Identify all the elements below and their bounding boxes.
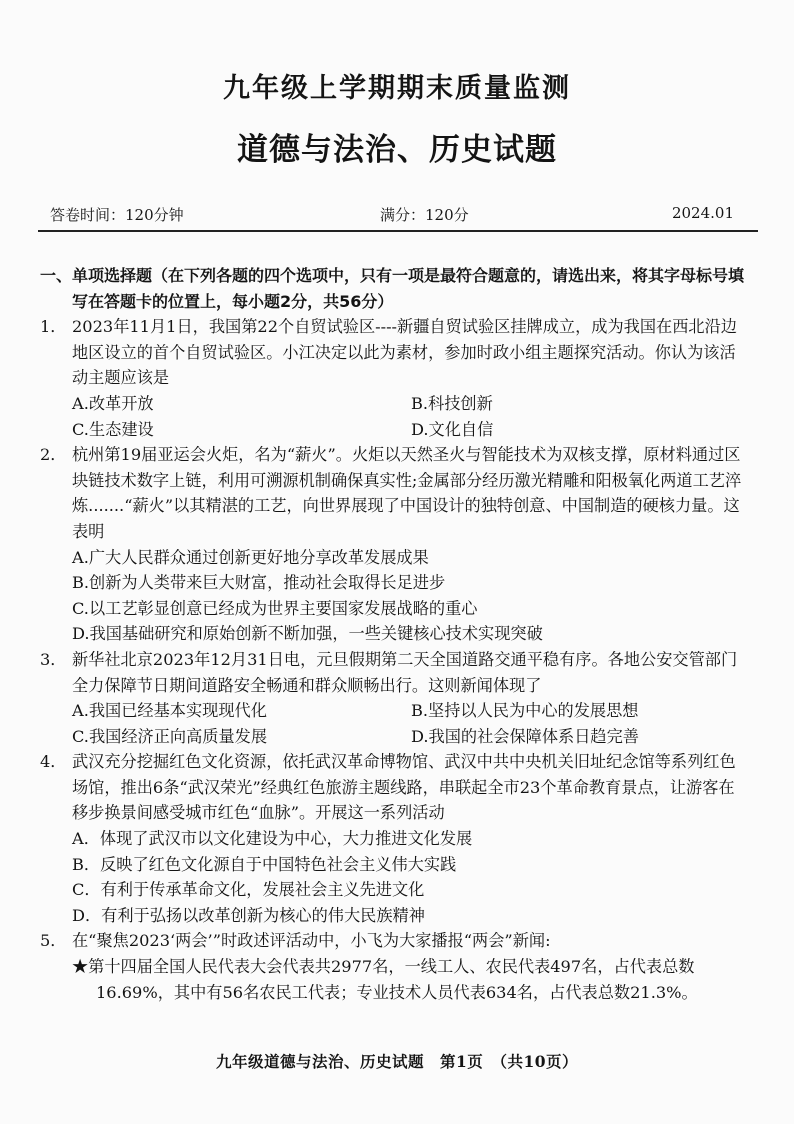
question-number: 2． (40, 445, 67, 465)
option-b: B.坚持以人民为中心的发展思想 (411, 701, 639, 721)
question-1-options (40, 391, 750, 442)
question-4-options (40, 826, 750, 928)
question-stem: 杭州第19届亚运会火炬，名为“薪火”。火炬以天然圣火与智能技术为双核支撑，原材料通过区块链技术数字上链，利用可溯源机制确保真实性;金属部分经历激光精雕和阳极氧化两道工艺淬炼.......“薪火”以其精湛的工艺，向世界展现了中国设计的独特创意、中国制造的硬核力量。这表明 (72, 445, 742, 541)
exam-title: 九年级上学期期末质量监测 (223, 73, 571, 104)
option-a: A.我国已经基本实现现代化 (72, 701, 267, 721)
option-c: C．有利于传承革命文化，发展社会主义先进文化 (72, 880, 425, 900)
option-d: D.我国的社会保障体系日趋完善 (411, 726, 639, 746)
option-c: C.我国经济正向高质量发展 (72, 726, 268, 746)
exam-meta (50, 204, 744, 228)
question-number: 4． (40, 752, 67, 772)
question-number: 1． (40, 317, 67, 337)
question-5 (40, 928, 750, 954)
exam-subtitle: 道德与法治、历史试题 (237, 132, 557, 168)
question-number: 5． (40, 931, 67, 951)
news-item: ★第十四届全国人民代表大会代表共2977名，一线工人、农民代表497名，占代表总数16.69%，其中有56名农民工代表；专业技术人员代表634名，占代表总数21.3%。 (72, 957, 698, 1002)
exam-score: 满分：120分 (380, 206, 469, 224)
option-b: B．反映了红色文化源自于中国特色社会主义伟大实践 (72, 854, 457, 874)
question-3-options (40, 698, 750, 749)
exam-content (40, 263, 750, 1005)
option-c: C.生态建设 (72, 419, 154, 439)
question-stem: 2023年11月1日，我国第22个自贸试验区----新疆自贸试验区挂牌成立，成为我国在西北沿边地区设立的首个自贸试验区。小江决定以此为素材，参加时政小组主题探究活动。你认为该活动主题应该是 (72, 317, 737, 388)
question-2 (40, 442, 750, 544)
question-number: 3． (40, 649, 67, 669)
option-d: D.我国基础研究和原始创新不断加强，一些关键核心技术实现突破 (72, 624, 543, 644)
question-2-options (40, 545, 750, 647)
exam-date: 2024.01 (671, 204, 734, 222)
option-d: D．有利于弘扬以改革创新为核心的伟大民族精神 (72, 905, 425, 925)
option-d: D.文化自信 (411, 419, 494, 439)
question-stem: 武汉充分挖掘红色文化资源，依托武汉革命博物馆、武汉中共中央机关旧址纪念馆等系列红色场馆，推出6条“武汉荣光”经典红色旅游主题线路，串联起全市23个革命教育景点，让游客在移步换景间感受城市红色“血脉”。开展这一系列活动 (72, 752, 736, 823)
option-a: A.广大人民群众通过创新更好地分享改革发展成果 (72, 547, 429, 567)
exam-time: 答卷时间：120分钟 (50, 206, 184, 224)
option-a: A.改革开放 (72, 393, 154, 413)
question-stem: 新华社北京2023年12月31日电，元旦假期第二天全国道路交通平稳有序。各地公安交管部门全力保障节日期间道路安全畅通和群众顺畅出行。这则新闻体现了 (72, 649, 738, 695)
question-3 (40, 647, 750, 698)
question-stem: 在“聚焦2023‘两会’”时政述评活动中，小飞为大家播报“两会”新闻: (72, 931, 551, 951)
section-title: 一、单项选择题（在下列各题的四个选项中，只有一项是最符合题意的，请选出来，将其字母标号填写在答题卡的位置上，每小题2分，共56分） (40, 266, 745, 311)
question-5-news (40, 954, 750, 1005)
question-4 (40, 749, 750, 826)
option-b: B.创新为人类带来巨大财富，推动社会取得长足进步 (72, 573, 446, 593)
question-1 (40, 314, 750, 391)
option-b: B.科技创新 (411, 393, 493, 413)
header-divider (38, 230, 758, 232)
option-c: C.以工艺彰显创意已经成为世界主要国家发展战略的重心 (72, 598, 478, 618)
page-footer: 九年级道德与法治、历史试题 第1页 （共10页） (215, 1052, 579, 1071)
option-a: A．体现了武汉市以文化建设为中心，大力推进文化发展 (72, 829, 473, 849)
